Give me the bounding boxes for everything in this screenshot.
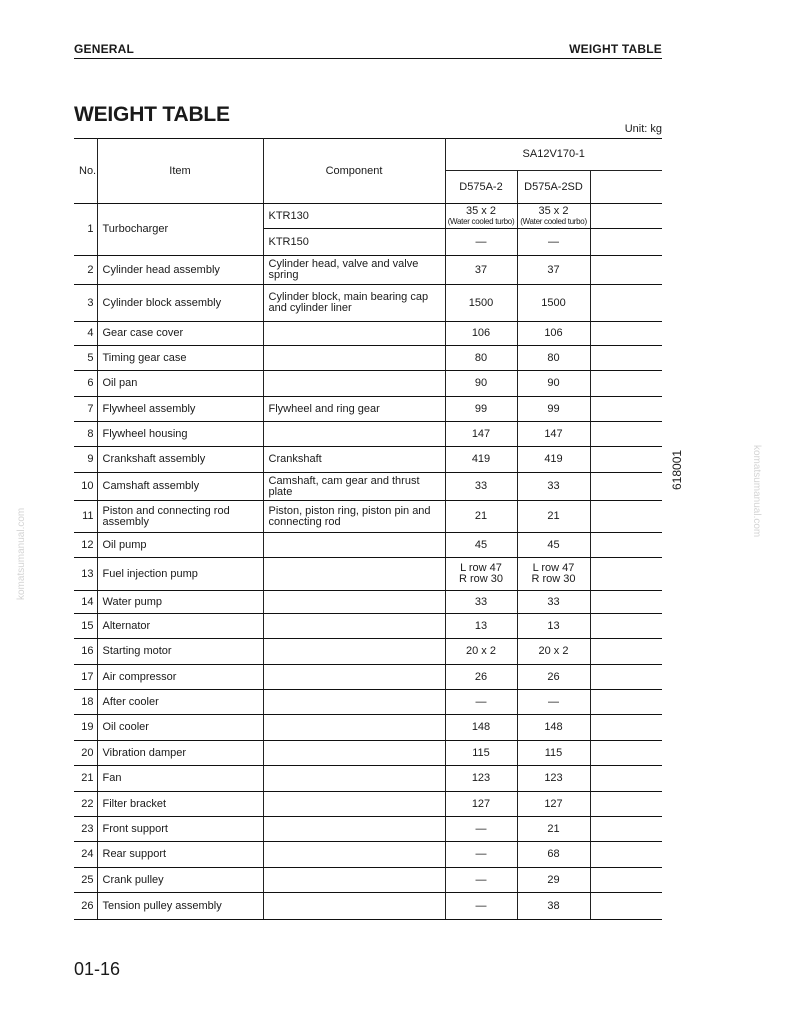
row-weight-model-2 bbox=[517, 447, 590, 473]
row-number: 18 bbox=[74, 690, 97, 715]
row-spare bbox=[590, 371, 662, 397]
row-item: After cooler bbox=[97, 690, 263, 715]
row-weight-model-1 bbox=[445, 371, 517, 397]
weight-value: 1500 bbox=[468, 296, 494, 309]
table-row bbox=[74, 533, 662, 558]
weight-value: 80 bbox=[547, 351, 560, 364]
weight-value: 21 bbox=[547, 510, 560, 522]
row-number: 4 bbox=[74, 322, 97, 346]
watermark-right: komatsumanual.com bbox=[751, 445, 762, 538]
row-number: 10 bbox=[74, 473, 97, 501]
row-item: Vibration damper bbox=[97, 741, 263, 766]
row-spare bbox=[590, 558, 662, 591]
row-component bbox=[263, 422, 445, 447]
row-weight-model-2 bbox=[517, 766, 590, 792]
row-weight-model-1 bbox=[445, 817, 517, 842]
row-spare bbox=[590, 533, 662, 558]
row-weight-model-1 bbox=[445, 229, 517, 256]
row-item: Piston and connecting rod assembly bbox=[97, 501, 263, 533]
table-row bbox=[74, 868, 662, 893]
weight-value: 419 bbox=[544, 453, 563, 465]
weight-value: 45 bbox=[474, 538, 488, 551]
table-row bbox=[74, 715, 662, 741]
row-number: 6 bbox=[74, 371, 97, 397]
table-row bbox=[74, 639, 662, 665]
row-weight-model-1 bbox=[445, 715, 517, 741]
row-item: Crankshaft assembly bbox=[97, 447, 263, 473]
unit-label: Unit: kg bbox=[624, 123, 662, 135]
weight-value: 33 bbox=[547, 480, 560, 492]
row-weight-model-2 bbox=[517, 817, 590, 842]
row-weight-model-1 bbox=[445, 558, 517, 591]
table-row bbox=[74, 766, 662, 792]
row-item: Cylinder head assembly bbox=[97, 256, 263, 285]
table-row bbox=[74, 614, 662, 639]
row-weight-model-2 bbox=[517, 204, 590, 229]
row-item: Crank pulley bbox=[97, 868, 263, 893]
row-component bbox=[263, 893, 445, 920]
weight-value: 37 bbox=[547, 263, 560, 276]
model-1-header: D575A-2 bbox=[445, 171, 517, 204]
side-code: 618001 bbox=[670, 449, 684, 490]
row-number: 19 bbox=[74, 715, 97, 741]
row-item: Tension pulley assembly bbox=[97, 893, 263, 920]
model-2-header: D575A-2SD bbox=[517, 171, 590, 204]
weight-value: 80 bbox=[474, 351, 488, 364]
row-weight-model-1 bbox=[445, 842, 517, 868]
table-row bbox=[74, 690, 662, 715]
weight-value: 21 bbox=[474, 510, 488, 522]
row-spare bbox=[590, 256, 662, 285]
row-component bbox=[263, 322, 445, 346]
weight-value-2: R row 30 bbox=[531, 573, 576, 585]
weight-value: 106 bbox=[544, 327, 563, 339]
row-number: 22 bbox=[74, 792, 97, 817]
row-item: Fuel injection pump bbox=[97, 558, 263, 591]
row-weight-model-2 bbox=[517, 346, 590, 371]
row-spare bbox=[590, 690, 662, 715]
row-component: Cylinder head, valve and valve spring bbox=[263, 256, 445, 285]
row-component: KTR150 bbox=[263, 229, 445, 256]
row-spare bbox=[590, 422, 662, 447]
row-component: Cylinder block, main bearing cap and cylinder liner bbox=[263, 285, 445, 322]
row-number: 21 bbox=[74, 766, 97, 792]
table-row bbox=[74, 256, 662, 285]
row-item: Flywheel assembly bbox=[97, 397, 263, 422]
row-weight-model-2 bbox=[517, 715, 590, 741]
row-weight-model-1 bbox=[445, 346, 517, 371]
weight-value: 115 bbox=[544, 746, 563, 759]
row-weight-model-1 bbox=[445, 591, 517, 614]
row-weight-model-2 bbox=[517, 792, 590, 817]
engine-header: SA12V170-1 bbox=[445, 139, 662, 171]
weight-value: 45 bbox=[547, 538, 560, 551]
row-number: 20 bbox=[74, 741, 97, 766]
row-weight-model-1 bbox=[445, 204, 517, 229]
row-weight-model-1 bbox=[445, 741, 517, 766]
row-component bbox=[263, 591, 445, 614]
weight-value: 35 x 2 bbox=[466, 205, 496, 217]
row-component bbox=[263, 842, 445, 868]
row-component bbox=[263, 792, 445, 817]
page-title: WEIGHT TABLE bbox=[74, 103, 230, 126]
row-spare bbox=[590, 346, 662, 371]
row-spare bbox=[590, 639, 662, 665]
row-weight-model-1 bbox=[445, 639, 517, 665]
row-weight-model-2 bbox=[517, 397, 590, 422]
row-weight-model-1 bbox=[445, 792, 517, 817]
table-row bbox=[74, 792, 662, 817]
row-weight-model-2 bbox=[517, 229, 590, 256]
weight-value: 38 bbox=[547, 899, 560, 912]
row-weight-model-2 bbox=[517, 741, 590, 766]
row-spare bbox=[590, 473, 662, 501]
row-number: 13 bbox=[74, 558, 97, 591]
weight-value: — bbox=[475, 899, 487, 912]
row-spare bbox=[590, 501, 662, 533]
row-weight-model-1 bbox=[445, 322, 517, 346]
row-item: Fan bbox=[97, 766, 263, 792]
table-row bbox=[74, 346, 662, 371]
weight-value: 20 x 2 bbox=[466, 645, 496, 657]
row-item: Gear case cover bbox=[97, 322, 263, 346]
row-item: Rear support bbox=[97, 842, 263, 868]
row-number: 25 bbox=[74, 868, 97, 893]
table-row bbox=[74, 285, 662, 322]
weight-value: 33 bbox=[474, 480, 488, 492]
row-number: 11 bbox=[74, 501, 97, 533]
row-weight-model-1 bbox=[445, 614, 517, 639]
row-spare bbox=[590, 204, 662, 229]
row-weight-model-2 bbox=[517, 422, 590, 447]
row-weight-model-1 bbox=[445, 533, 517, 558]
weight-value: L row 47 bbox=[532, 562, 575, 574]
table-row bbox=[74, 817, 662, 842]
table-row bbox=[74, 204, 662, 229]
row-item: Water pump bbox=[97, 591, 263, 614]
weight-value: 127 bbox=[471, 797, 491, 810]
row-component bbox=[263, 766, 445, 792]
weight-value: — bbox=[548, 235, 559, 248]
row-weight-model-2 bbox=[517, 501, 590, 533]
weight-value: 26 bbox=[547, 670, 560, 683]
row-spare bbox=[590, 868, 662, 893]
row-item: Camshaft assembly bbox=[97, 473, 263, 501]
weight-value: 123 bbox=[471, 772, 491, 784]
row-number: 3 bbox=[74, 285, 97, 322]
weight-value: 123 bbox=[544, 772, 563, 784]
weight-value: 26 bbox=[474, 670, 488, 683]
row-spare bbox=[590, 741, 662, 766]
row-weight-model-1 bbox=[445, 473, 517, 501]
row-weight-model-2 bbox=[517, 371, 590, 397]
row-number: 1 bbox=[74, 204, 97, 256]
weight-value: — bbox=[475, 873, 487, 886]
row-number: 16 bbox=[74, 639, 97, 665]
weight-value: 106 bbox=[471, 327, 491, 339]
row-weight-model-1 bbox=[445, 893, 517, 920]
spare-header bbox=[590, 171, 662, 204]
weight-value: 147 bbox=[544, 427, 563, 440]
table-row bbox=[74, 501, 662, 533]
row-spare bbox=[590, 893, 662, 920]
row-weight-model-2 bbox=[517, 473, 590, 501]
row-weight-model-2 bbox=[517, 665, 590, 690]
weight-value: 1500 bbox=[541, 296, 566, 309]
row-spare bbox=[590, 229, 662, 256]
row-weight-model-1 bbox=[445, 665, 517, 690]
weight-value: 90 bbox=[547, 377, 560, 389]
row-weight-model-1 bbox=[445, 285, 517, 322]
weight-note: (Water cooled turbo) bbox=[520, 217, 587, 226]
table-body bbox=[74, 204, 662, 920]
row-component bbox=[263, 533, 445, 558]
row-weight-model-1 bbox=[445, 501, 517, 533]
row-component bbox=[263, 690, 445, 715]
row-number: 8 bbox=[74, 422, 97, 447]
row-item: Oil pan bbox=[97, 371, 263, 397]
row-item: Oil pump bbox=[97, 533, 263, 558]
row-component: Crankshaft bbox=[263, 447, 445, 473]
weight-value: 20 x 2 bbox=[538, 645, 569, 657]
row-item: Starting motor bbox=[97, 639, 263, 665]
weight-value: 127 bbox=[544, 797, 563, 810]
table-row bbox=[74, 371, 662, 397]
row-weight-model-1 bbox=[445, 422, 517, 447]
weight-value: 13 bbox=[547, 619, 560, 632]
weight-value: 21 bbox=[547, 822, 560, 835]
table-row bbox=[74, 558, 662, 591]
row-item: Flywheel housing bbox=[97, 422, 263, 447]
table-row bbox=[74, 322, 662, 346]
row-component bbox=[263, 817, 445, 842]
row-item: Oil cooler bbox=[97, 715, 263, 741]
row-weight-model-2 bbox=[517, 893, 590, 920]
row-component bbox=[263, 715, 445, 741]
table-row bbox=[74, 422, 662, 447]
row-component: Camshaft, cam gear and thrust plate bbox=[263, 473, 445, 501]
row-component bbox=[263, 639, 445, 665]
weight-value: — bbox=[475, 822, 487, 835]
weight-value: — bbox=[475, 848, 487, 860]
weight-value: 13 bbox=[474, 619, 488, 632]
row-component bbox=[263, 665, 445, 690]
weight-note: (Water cooled turbo) bbox=[447, 217, 515, 226]
row-number: 9 bbox=[74, 447, 97, 473]
row-weight-model-2 bbox=[517, 639, 590, 665]
table-row bbox=[74, 447, 662, 473]
row-weight-model-2 bbox=[517, 322, 590, 346]
row-spare bbox=[590, 842, 662, 868]
row-weight-model-2 bbox=[517, 533, 590, 558]
row-item: Alternator bbox=[97, 614, 263, 639]
row-number: 23 bbox=[74, 817, 97, 842]
weight-value: 148 bbox=[471, 721, 491, 733]
row-component bbox=[263, 868, 445, 893]
row-weight-model-2 bbox=[517, 256, 590, 285]
weight-table bbox=[74, 138, 662, 920]
row-component bbox=[263, 614, 445, 639]
row-weight-model-2 bbox=[517, 558, 590, 591]
row-component bbox=[263, 741, 445, 766]
weight-value: L row 47 bbox=[460, 562, 502, 574]
weight-value: 33 bbox=[474, 595, 488, 608]
row-weight-model-2 bbox=[517, 285, 590, 322]
row-item: Air compressor bbox=[97, 665, 263, 690]
table-row bbox=[74, 665, 662, 690]
row-number: 24 bbox=[74, 842, 97, 868]
row-number: 5 bbox=[74, 346, 97, 371]
weight-value: — bbox=[475, 695, 487, 708]
col-component-header: Component bbox=[263, 139, 445, 204]
weight-value: 33 bbox=[547, 595, 560, 608]
row-item: Front support bbox=[97, 817, 263, 842]
weight-value: 115 bbox=[472, 746, 490, 759]
row-item: Turbocharger bbox=[97, 204, 263, 256]
col-no-header: No. bbox=[74, 139, 97, 204]
row-weight-model-1 bbox=[445, 447, 517, 473]
row-spare bbox=[590, 792, 662, 817]
weight-value: 147 bbox=[471, 427, 491, 440]
page-number: 01-16 bbox=[74, 959, 121, 979]
row-item: Cylinder block assembly bbox=[97, 285, 263, 322]
row-item: Timing gear case bbox=[97, 346, 263, 371]
table-row bbox=[74, 741, 662, 766]
weight-value: 35 x 2 bbox=[538, 205, 569, 217]
row-spare bbox=[590, 614, 662, 639]
row-weight-model-2 bbox=[517, 614, 590, 639]
row-item: Filter bracket bbox=[97, 792, 263, 817]
row-spare bbox=[590, 665, 662, 690]
watermark-left: komatsumanual.com bbox=[16, 507, 27, 600]
row-component: KTR130 bbox=[263, 204, 445, 229]
header-section: GENERAL bbox=[74, 42, 135, 56]
weight-value-2: R row 30 bbox=[458, 573, 504, 585]
row-number: 14 bbox=[74, 591, 97, 614]
row-number: 12 bbox=[74, 533, 97, 558]
row-weight-model-2 bbox=[517, 690, 590, 715]
header-rule bbox=[74, 58, 662, 59]
row-number: 15 bbox=[74, 614, 97, 639]
row-spare bbox=[590, 817, 662, 842]
row-number: 17 bbox=[74, 665, 97, 690]
row-component bbox=[263, 558, 445, 591]
row-weight-model-1 bbox=[445, 256, 517, 285]
table-row bbox=[74, 397, 662, 422]
col-item-header: Item bbox=[97, 139, 263, 204]
row-weight-model-1 bbox=[445, 690, 517, 715]
row-weight-model-2 bbox=[517, 591, 590, 614]
row-spare bbox=[590, 397, 662, 422]
row-spare bbox=[590, 322, 662, 346]
weight-value: 37 bbox=[474, 263, 488, 276]
weight-value: — bbox=[548, 695, 559, 708]
row-spare bbox=[590, 766, 662, 792]
weight-value: 68 bbox=[547, 848, 560, 860]
row-weight-model-1 bbox=[445, 868, 517, 893]
weight-value: 29 bbox=[547, 873, 560, 886]
table-row bbox=[74, 591, 662, 614]
row-component bbox=[263, 346, 445, 371]
weight-value: 148 bbox=[544, 721, 563, 733]
row-weight-model-2 bbox=[517, 868, 590, 893]
row-weight-model-2 bbox=[517, 842, 590, 868]
row-component: Piston, piston ring, piston pin and connecting rod bbox=[263, 501, 445, 533]
table-row bbox=[74, 842, 662, 868]
row-number: 2 bbox=[74, 256, 97, 285]
table-row bbox=[74, 893, 662, 920]
row-component: Flywheel and ring gear bbox=[263, 397, 445, 422]
header-topic: WEIGHT TABLE bbox=[569, 42, 662, 56]
row-spare bbox=[590, 591, 662, 614]
row-spare bbox=[590, 715, 662, 741]
weight-value: 90 bbox=[474, 377, 488, 389]
weight-value: 99 bbox=[547, 402, 560, 415]
row-weight-model-1 bbox=[445, 397, 517, 422]
weight-value: 99 bbox=[474, 402, 488, 415]
row-number: 26 bbox=[74, 893, 97, 920]
row-number: 7 bbox=[74, 397, 97, 422]
row-spare bbox=[590, 447, 662, 473]
row-spare bbox=[590, 285, 662, 322]
weight-value: — bbox=[475, 235, 487, 248]
row-component bbox=[263, 371, 445, 397]
row-weight-model-1 bbox=[445, 766, 517, 792]
weight-value: 419 bbox=[471, 453, 491, 465]
table-row bbox=[74, 473, 662, 501]
